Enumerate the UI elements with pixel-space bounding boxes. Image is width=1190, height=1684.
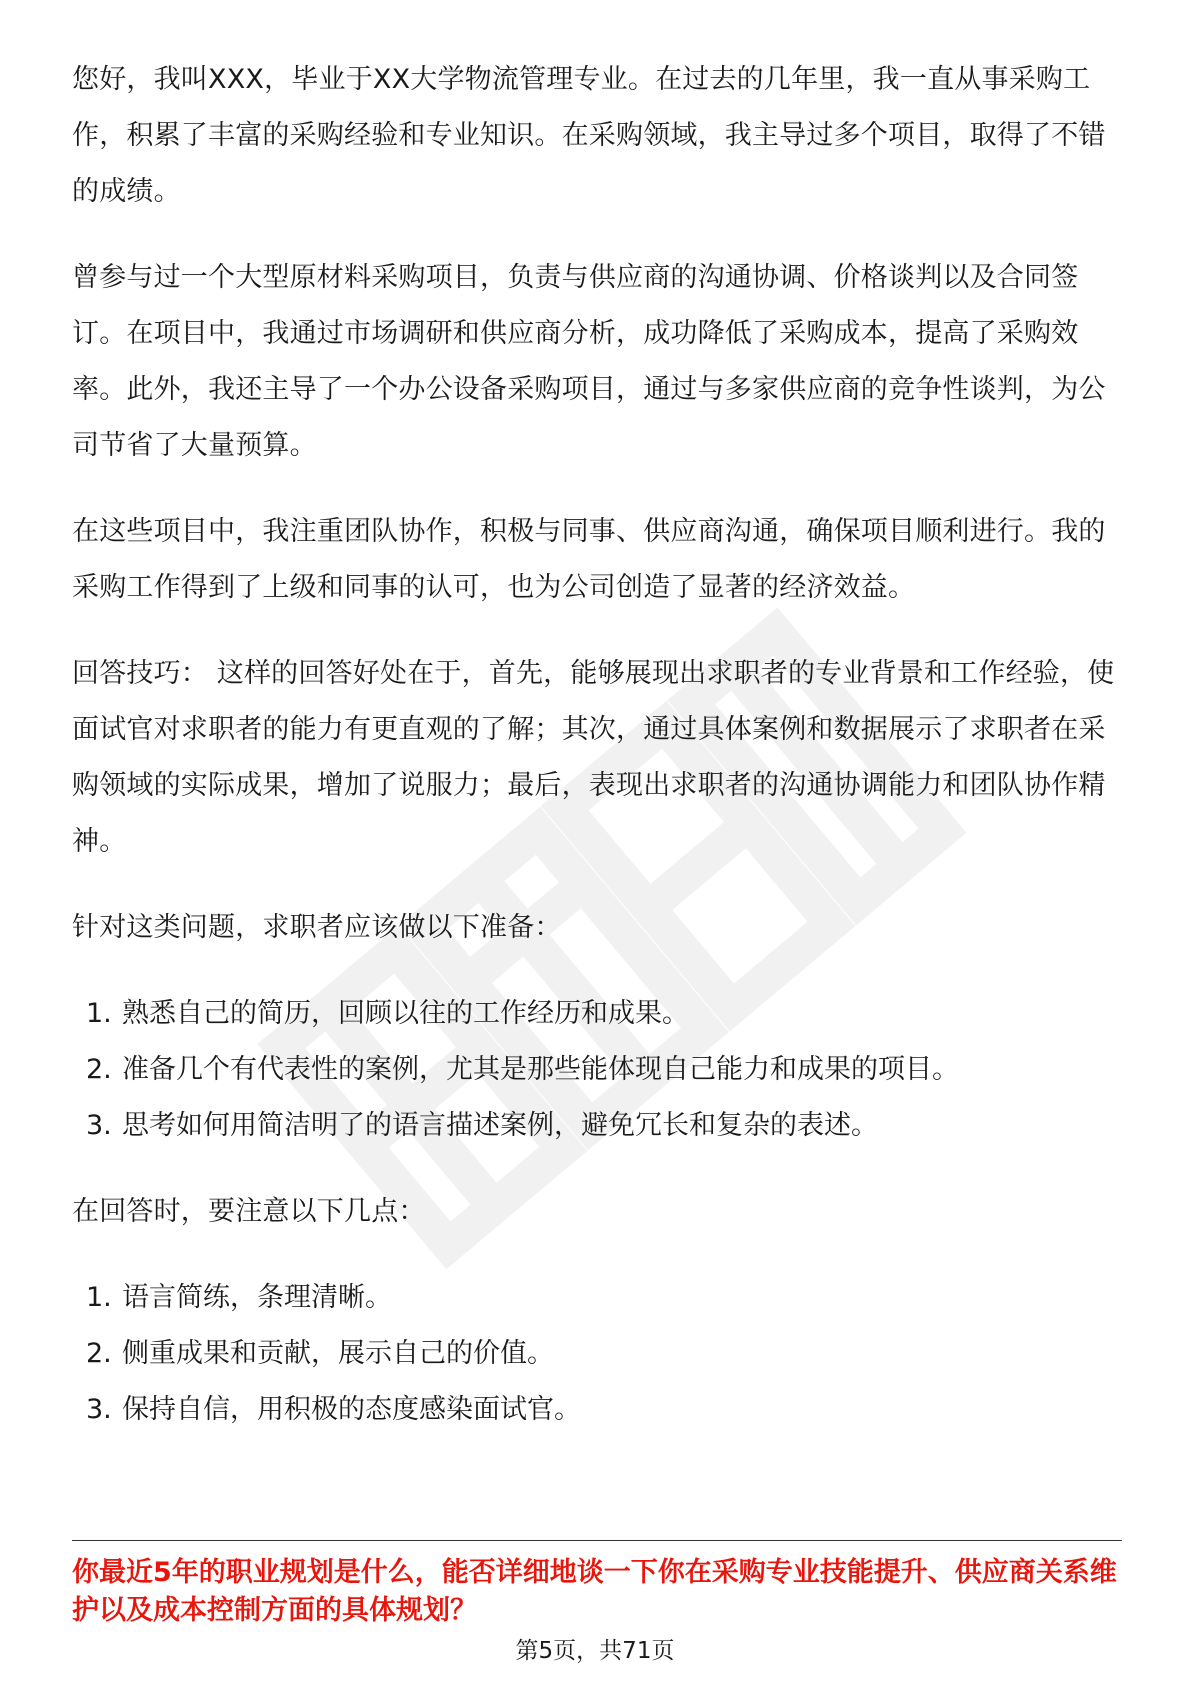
list-item — [72, 1042, 1122, 1098]
notes-heading: 在回答时，要注意以下几点： — [72, 1196, 426, 1227]
list-number: 3. — [86, 1110, 112, 1141]
list-item — [72, 1098, 1122, 1154]
list-number: 2. — [86, 1338, 112, 1369]
paragraph-teamwork: 在这些项目中，我注重团队协作，积极与同事、供应商沟通，确保项目顺利进行。我的采购工作得到了上级和同事的认可，也为公司创造了显著的经济效益。 — [72, 516, 1106, 603]
main-content — [72, 52, 1122, 1468]
next-question-heading: 你最近5年的职业规划是什么，能否详细地谈一下你在采购专业技能提升、供应商关系维护以及成本控制方面的具体规划？ — [72, 1557, 1117, 1626]
notes-list — [72, 1270, 1122, 1438]
list-number: 1. — [86, 1282, 112, 1313]
paragraph-project: 曾参与过一个大型原材料采购项目，负责与供应商的沟通协调、价格谈判以及合同签订。在项目中，我通过市场调研和供应商分析，成功降低了采购成本，提高了采购效率。此外，我还主导了一个办公设备采购项目，通过与多家供应商的竞争性谈判，为公司节省了大量预算。 — [72, 262, 1106, 461]
list-text: 熟悉自己的简历，回顾以往的工作经历和成果。 — [122, 998, 689, 1029]
page-footer: 第5页，共71页 — [515, 1638, 675, 1664]
prep-list — [72, 986, 1122, 1154]
list-number: 1. — [86, 998, 112, 1029]
list-item — [72, 1382, 1122, 1438]
list-text: 保持自信，用积极的态度感染面试官。 — [122, 1394, 581, 1425]
list-number: 2. — [86, 1054, 112, 1085]
prep-heading: 针对这类问题，求职者应该做以下准备： — [72, 912, 562, 943]
list-item — [72, 1270, 1122, 1326]
list-text: 思考如何用简洁明了的语言描述案例，避免冗长和复杂的表述。 — [122, 1110, 878, 1141]
list-text: 语言简练，条理清晰。 — [122, 1282, 392, 1313]
section-divider — [72, 1540, 1122, 1541]
paragraph-answer-tips: 回答技巧： 这样的回答好处在于，首先，能够展现出求职者的专业背景和工作经验，使面试官对求职者的能力有更直观的了解；其次，通过具体案例和数据展示了求职者在采购领域的实际成果，增加了说服力；最后，表现出求职者的沟通协调能力和团队协作精神。 — [72, 658, 1115, 857]
list-text: 侧重成果和贡献，展示自己的价值。 — [122, 1338, 554, 1369]
paragraph-intro: 您好，我叫XXX，毕业于XX大学物流管理专业。在过去的几年里，我一直从事采购工作，积累了丰富的采购经验和专业知识。在采购领域，我主导过多个项目，取得了不错的成绩。 — [72, 64, 1106, 207]
list-item — [72, 986, 1122, 1042]
list-number: 3. — [86, 1394, 112, 1425]
list-text: 准备几个有代表性的案例，尤其是那些能体现自己能力和成果的项目。 — [122, 1054, 959, 1085]
list-item — [72, 1326, 1122, 1382]
